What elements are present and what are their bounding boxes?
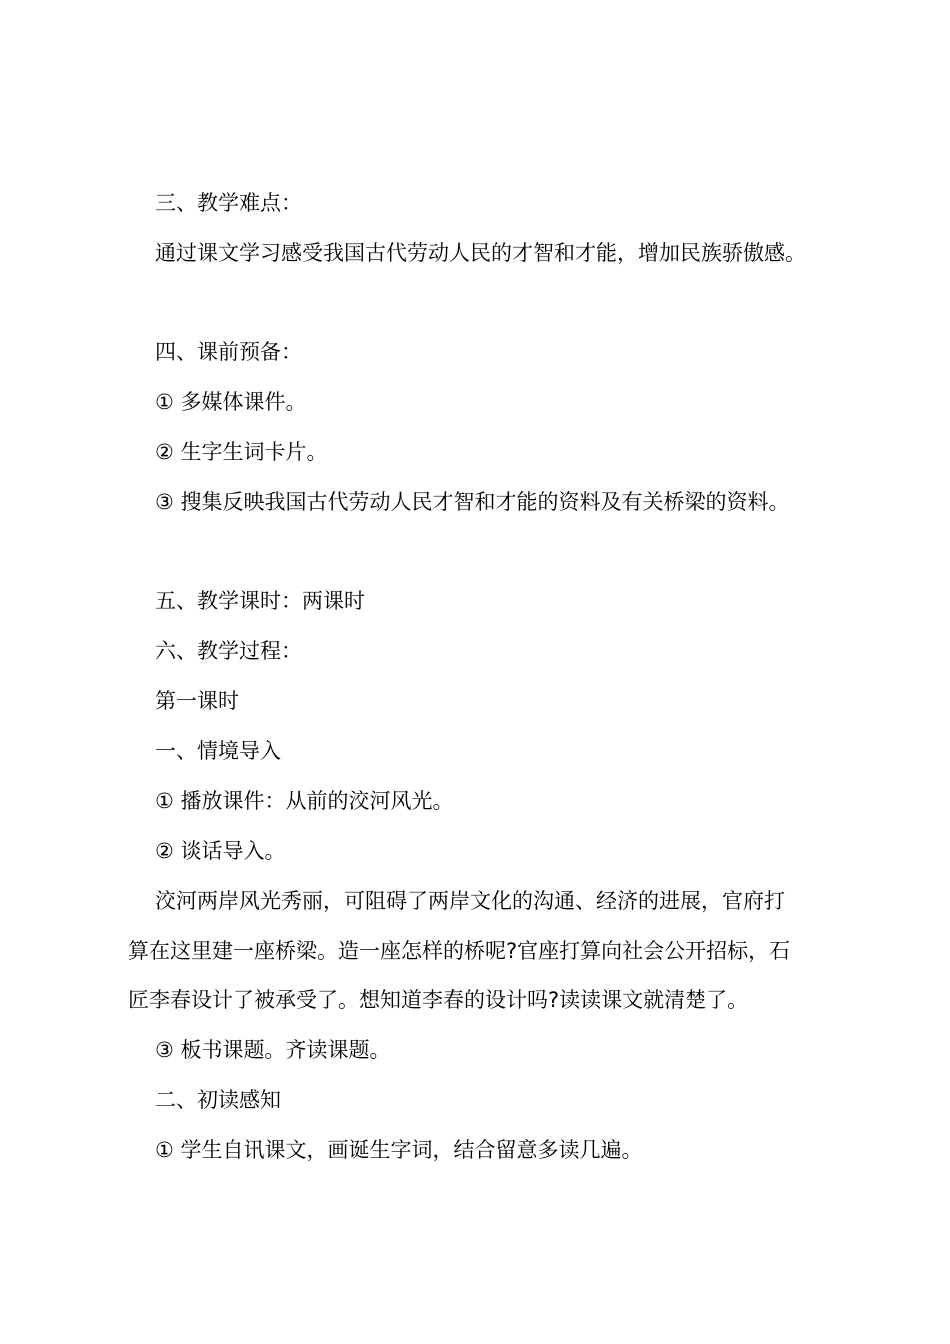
paragraph-line: 洨河两岸风光秀丽，可阻碍了两岸文化的沟通、经济的进展，官府打 (155, 889, 785, 913)
section-heading-preparation: 四、课前预备： (155, 340, 302, 364)
list-item: ③ 搜集反映我国古代劳动人民才智和才能的资料及有关桥梁的资料。 (155, 490, 790, 514)
list-item: ① 学生自讯课文，画诞生字词，结合留意多读几遍。 (155, 1138, 643, 1162)
section-heading-process: 六、教学过程： (155, 639, 302, 663)
list-item: ② 生字生词卡片。 (155, 440, 328, 464)
paragraph-line: 通过课文学习感受我国古代劳动人民的才智和才能，增加民族骄傲感。 (155, 241, 806, 265)
list-item: ① 播放课件：从前的洨河风光。 (155, 789, 454, 813)
subheading-introduction: 一、情境导入 (155, 739, 281, 763)
list-item: ③ 板书课题。齐读课题。 (155, 1038, 391, 1062)
list-item: ② 谈话导入。 (155, 839, 286, 863)
subheading-first-reading: 二、初读感知 (155, 1088, 281, 1112)
paragraph-line: 算在这里建一座桥梁。造一座怎样的桥呢?官座打算向社会公开招标，石 (128, 939, 791, 963)
list-item: ① 多媒体课件。 (155, 390, 307, 414)
paragraph-line: 匠李春设计了被承受了。想知道李春的设计吗?读读课文就清楚了。 (128, 988, 749, 1012)
subheading-first-lesson: 第一课时 (155, 689, 239, 713)
section-heading-lesson-hours: 五、教学课时：两课时 (155, 589, 365, 613)
section-heading-difficulty: 三、教学难点： (155, 191, 302, 215)
